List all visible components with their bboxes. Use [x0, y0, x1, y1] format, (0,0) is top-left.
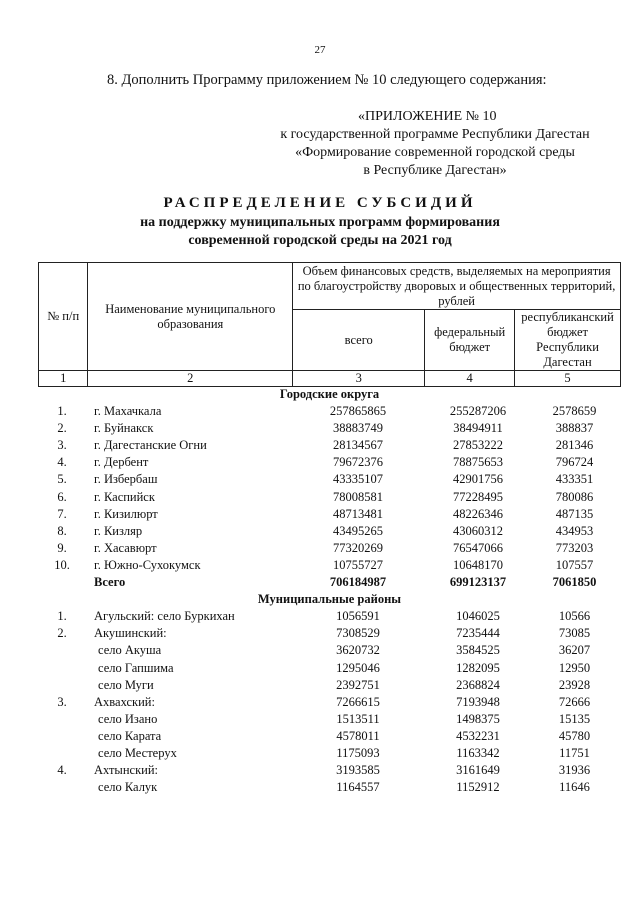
table-row: [38, 558, 621, 575]
row-name: г. Махачкала: [94, 404, 162, 419]
row-total: 43495265: [333, 523, 383, 538]
row-republic: 45780: [558, 728, 591, 743]
row-number: 1.: [57, 404, 67, 419]
row-federal: 1498375: [456, 711, 500, 726]
table-row: [38, 404, 621, 421]
col-number-5: 5: [515, 371, 621, 387]
table-row: [38, 575, 621, 592]
table-body: [38, 387, 621, 797]
row-number: 4.: [57, 455, 67, 470]
row-federal: 3584525: [456, 643, 500, 658]
row-name: г. Каспийск: [94, 489, 155, 504]
row-name: Акушинский:: [94, 626, 167, 641]
row-name: село Акуша: [98, 643, 162, 658]
row-number: 6.: [57, 489, 67, 504]
row-total: 78008581: [333, 489, 383, 504]
table-row: [38, 746, 621, 763]
row-name: г. Буйнакск: [94, 421, 154, 436]
row-federal: 1282095: [456, 660, 500, 675]
document-heading: [0, 192, 640, 250]
table-row: [38, 490, 621, 507]
section-title: [38, 387, 621, 404]
table-header: [38, 262, 621, 387]
row-federal: 48226346: [453, 506, 503, 521]
row-federal: 10648170: [453, 557, 503, 572]
row-republic: 73085: [558, 626, 591, 641]
row-republic: 780086: [555, 489, 594, 504]
row-republic: 15135: [558, 711, 591, 726]
row-republic: 7061850: [552, 575, 597, 590]
table-row: [38, 643, 621, 660]
row-number: 3.: [57, 438, 67, 453]
row-total: 48713481: [333, 506, 383, 521]
row-number: 10.: [54, 557, 70, 572]
row-federal: 1163342: [456, 745, 500, 760]
row-total: 1056591: [336, 609, 380, 624]
row-total: 7266615: [336, 694, 380, 709]
row-number: 5.: [57, 472, 67, 487]
table-row: [38, 678, 621, 695]
table-row: [38, 626, 621, 643]
header-no: № п/п: [39, 263, 88, 371]
row-federal: 78875653: [453, 455, 503, 470]
table-row: [38, 455, 621, 472]
row-total: 1513511: [336, 711, 380, 726]
row-republic: 107557: [555, 557, 594, 572]
row-number: 1.: [57, 609, 67, 624]
row-republic: 12950: [558, 660, 591, 675]
row-total: 706184987: [329, 575, 387, 590]
row-total: 1295046: [336, 660, 380, 675]
appendix-line-3: «Формирование современной городской среды: [295, 145, 575, 160]
row-name: Всего: [94, 575, 126, 590]
row-name: село Калук: [98, 780, 158, 795]
row-name: село Муги: [98, 677, 154, 692]
appendix-line-2: к государственной программе Республики Дагестан: [280, 127, 590, 142]
table-row: [38, 780, 621, 797]
table-row: [38, 695, 621, 712]
row-name: село Изано: [98, 711, 158, 726]
row-federal: 2368824: [456, 677, 500, 692]
row-republic: 388837: [555, 421, 594, 436]
row-number: 3.: [57, 694, 67, 709]
row-number: 7.: [57, 506, 67, 521]
header-name: Наименование муниципального образования: [88, 263, 293, 371]
section-title-text: Городские округа: [279, 387, 380, 401]
row-republic: 433351: [555, 472, 594, 487]
row-total: 38883749: [333, 421, 383, 436]
row-name: г. Кизляр: [94, 523, 143, 538]
row-federal: 1046025: [456, 609, 500, 624]
row-total: 77320269: [333, 540, 383, 555]
row-total: 1175093: [336, 745, 380, 760]
heading-subtitle-2: современной городской среды на 2021 год: [188, 233, 452, 248]
row-number: 2.: [57, 626, 67, 641]
header-republic: республиканский бюджет Республики Дагестан: [515, 310, 621, 371]
row-number: 2.: [57, 421, 67, 436]
row-republic: 796724: [555, 455, 594, 470]
row-republic: 434953: [555, 523, 594, 538]
table-row: [38, 524, 621, 541]
header-total: всего: [293, 310, 425, 371]
row-republic: 487135: [555, 506, 594, 521]
col-number-2: 2: [88, 371, 293, 387]
header-volume: Объем финансовых средств, выделяемых на мероприятия по благоустройству дворовых и общественных территорий, рублей: [293, 263, 621, 310]
row-republic: 36207: [558, 643, 591, 658]
row-republic: 11646: [559, 780, 590, 795]
row-total: 3193585: [336, 763, 380, 778]
row-federal: 699123137: [449, 575, 507, 590]
row-federal: 1152912: [456, 780, 500, 795]
row-name: г. Хасавюрт: [94, 540, 157, 555]
row-total: 10755727: [333, 557, 383, 572]
row-name: г. Дагестанские Огни: [94, 438, 207, 453]
row-republic: 10566: [558, 609, 591, 624]
row-total: 3620732: [336, 643, 380, 658]
row-name: Агульский: село Буркихан: [94, 609, 235, 624]
appendix-line-4: в Республике Дагестан»: [363, 163, 507, 178]
row-federal: 4532231: [456, 728, 500, 743]
row-federal: 43060312: [453, 523, 503, 538]
row-name: село Гапшима: [98, 660, 174, 675]
table-row: [38, 472, 621, 489]
row-number: 9.: [57, 540, 67, 555]
row-name: Ахтынский:: [94, 763, 158, 778]
table-row: [38, 661, 621, 678]
row-name: г. Дербент: [94, 455, 149, 470]
row-federal: 38494911: [453, 421, 503, 436]
item-8-text: 8. Дополнить Программу приложением № 10 следующего содержания:: [107, 72, 547, 88]
col-number-4: 4: [425, 371, 515, 387]
row-name: село Карата: [98, 728, 162, 743]
page-number: 27: [314, 44, 326, 56]
row-total: 79672376: [333, 455, 383, 470]
heading-subtitle-1: на поддержку муниципальных программ формирования: [140, 215, 500, 230]
row-name: г. Кизилюрт: [94, 506, 158, 521]
row-federal: 76547066: [453, 540, 503, 555]
table-row: [38, 729, 621, 746]
table-row: [38, 438, 621, 455]
row-name: г. Южно-Сухокумск: [94, 557, 201, 572]
row-number: 8.: [57, 523, 67, 538]
row-total: 7308529: [336, 626, 380, 641]
section-title-text: Муниципальные районы: [257, 592, 402, 607]
table-row: [38, 541, 621, 558]
row-federal: 7235444: [456, 626, 500, 641]
row-total: 28134567: [333, 438, 383, 453]
row-federal: 3161649: [456, 763, 500, 778]
row-name: село Местерух: [98, 745, 177, 760]
row-total: 2392751: [336, 677, 380, 692]
header-federal: федеральный бюджет: [425, 310, 515, 371]
appendix-block: [250, 108, 620, 180]
row-republic: 2578659: [552, 404, 597, 419]
row-federal: 27853222: [453, 438, 503, 453]
row-republic: 72666: [558, 694, 591, 709]
row-total: 43335107: [333, 472, 383, 487]
row-republic: 773203: [555, 540, 594, 555]
appendix-title: «ПРИЛОЖЕНИЕ № 10: [358, 109, 497, 124]
heading-title: РАСПРЕДЕЛЕНИЕ СУБСИДИЙ: [163, 195, 477, 211]
table-row: [38, 712, 621, 729]
row-republic: 11751: [559, 745, 590, 760]
row-total: 1164557: [336, 780, 380, 795]
row-number: 4.: [57, 763, 67, 778]
row-federal: 42901756: [453, 472, 503, 487]
row-republic: 31936: [558, 763, 591, 778]
row-federal: 255287206: [449, 404, 507, 419]
col-number-3: 3: [293, 371, 425, 387]
table-row: [38, 609, 621, 626]
col-number-1: 1: [39, 371, 88, 387]
row-federal: 77228495: [453, 489, 503, 504]
table-row: [38, 507, 621, 524]
row-total: 257865865: [329, 404, 387, 419]
section-title: [38, 592, 621, 609]
row-republic: 281346: [555, 438, 594, 453]
row-name: г. Избербаш: [94, 472, 158, 487]
row-republic: 23928: [558, 677, 591, 692]
table-row: [38, 763, 621, 780]
row-federal: 7193948: [456, 694, 500, 709]
row-total: 4578011: [336, 728, 380, 743]
row-name: Ахвахский:: [94, 694, 155, 709]
table-row: [38, 421, 621, 438]
